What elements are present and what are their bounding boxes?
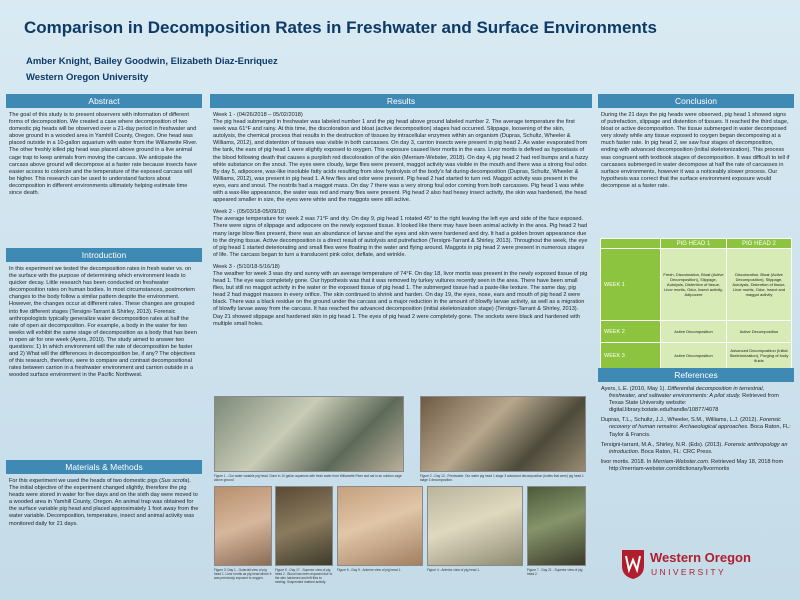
- references-heading: References: [598, 368, 794, 382]
- photo-b5: [527, 486, 586, 566]
- methods-section: [6, 460, 202, 532]
- references-section: [598, 368, 794, 480]
- caption-fig4: Figure 4 - Anterior view of pig head 1.: [427, 568, 480, 572]
- decomposition-table: [600, 238, 792, 369]
- caption-fig2: Figure 2 - Day 12 - Freshwater. Our water pig head 1 stage 3 advanced decomposition (turtles that were) pig head 1 stage 3 decomposition.: [420, 474, 584, 482]
- reference-item: Ayers, L.E. (2010, May 1). Differential decomposition in terrestrial, freshwater, and saltwater environments: A pilot study. Retrieved from Texas State University website: digital.library.txstate.edu/handle/10877/4078: [601, 386, 779, 414]
- caption-fig6: Figure 6 - Day 9 - Anterior view of pig head 1.: [337, 568, 402, 572]
- photo-b3: [337, 486, 423, 566]
- week2-title: Week 2 - (05/03/18-05/09/18): [213, 209, 286, 216]
- methods-text: For this experiment we used the heads of two domestic pigs (Sus scrofa). The initial objective of the experiment changed slightly, therefore the pig heads were stored in water for five days and on the sixth day were moved to a wooded area in Yamhill County, Oregon. An animal trap was obtained for the surface variable pig head and placed approximately 1 foot away from the water variable. Decomposition, temperature, insect and animal activity was monitored daily for 21 days.: [9, 478, 199, 527]
- abstract-section: [6, 94, 202, 201]
- caption-fig3: Figure 3: Day 1 - Outer/all view of pig head 1. Livor mortis as pig head where it was previously exposed to oxygen.: [214, 568, 272, 580]
- photo-b2: [275, 486, 333, 566]
- week3-text: The weather for week 3 was dry and sunny with an average temperature of 74°F. On day 18, livor mortis was present in the newly exposed tissue of pig head 1. The eye was completely gone. Our hypothesis was that it was removed by turkey vultures recently seen in the area. There have been small flies, but still no maggot activity in the water or the exposed tissue of pig head 1. The submerged tissue had a paste-like texture. The same day, pig head 2 had maggot masses in every orifice. The skin continued to shrink and harden. On day 19, the eyes, nose, ears and mouth of pig head 2 were black. There was a black residue on the ground under the carcass and a major reduction in the amount of blowfly larvae activity, as well as a migration of blowfly larvae away from the carcass. It has reached the advanced decomposition (initial skeletonization stage) (Tersigni-Tarrant & Shirley, 2013). Day 21 showed slippage and hardened skin in pig head 1. The eyes of pig head 2 were completely gone. The sockets were black and hardened with multiple small holes.: [213, 270, 588, 327]
- table-header-pig1: PIG HEAD 1: [661, 239, 727, 249]
- reference-item: Tersigni-tarrant, M.A., Shirley, N.R. (Eds). (2013). Forensic anthropology an introduction. Boca Raton, FL: CRC Press.: [601, 441, 788, 455]
- reference-item: livor mortis. 2018. In Merriam-Webster.com. Retrieved May 18, 2018 from http://merriam-webster.com/dictionary/livormortis: [601, 458, 784, 472]
- table-row: [601, 343, 792, 369]
- table-row: [601, 321, 792, 343]
- table-cell: Fresh, Discoloration, Bloat (Active Decomposition), Slippage, Autolysis, Distention of tissue, Livor mortis, Odor, Insect activity, Adipocere: [661, 249, 727, 321]
- methods-heading: Materials & Methods: [6, 460, 202, 474]
- logo-line2: UNIVERSITY: [651, 567, 727, 577]
- results-heading: Results: [210, 94, 592, 108]
- authors: Amber Knight, Bailey Goodwin, Elizabeth Diaz-Enriquez: [26, 56, 278, 67]
- abstract-text: The goal of this study is to present observers with information of different forms of decomposition. We created a case where decomposition of two domestic pig heads will be observed over a 21-day period in freshwater and above ground in a wooded area in Yamhill County, Oregon. One head was placed outside in a 10-gallon aquarium with water from the Willamette River. The other freshly killed pig head was placed above ground in a live animal cage trap to keep animals from moving the carcass. We anticipate the carcass above ground will decompose at a faster rate because insects have easier access to colonize and the temperature of the exposed carcass will be higher. This research can be used to understand factors about decomposition in different environments ultimately helping estimate time since death.: [9, 112, 198, 197]
- table-cell: Advanced Decomposition (Initial Skeletonization), Purging of body fluids: [726, 343, 791, 369]
- photo-b4: [427, 486, 523, 566]
- table-cell: Active Decomposition: [661, 321, 727, 343]
- table-cell: Discoloration, Bloat (Active Decomposition), Slippage, Autolysis, Distention of tissue, Livor mortis, Odor, Insect and maggot activity: [726, 249, 791, 321]
- table-header-empty: [601, 239, 661, 249]
- wou-logo: [620, 548, 760, 582]
- week2-text: The average temperature for week 2 was 71°F and dry. On day 9, pig head 1 rotated 45° to the right leaving the left eye and side of the face exposed. There were signs of slippage and adipocere on the newly exposed tissue. It looked like there may have been animal activity in the area. Pig head 2 had many large blow flies present, there was an abundance of larvae and the eyes and skin were hardened and dry. It had a golden brown appearance due to the drying tissue. Active decomposition is a direct result of autolysis and putrefaction (Tersigni-Tarrant & Shirley, 2013). Throughout the week, the eye of pig head 1 started deteriorating and small flies were floating in the water and flying around. Maggots in pig head 2 were present in numerous stages of life. The carcass began to turn a translucent pink color, deflate, and wrinkle.: [213, 216, 588, 258]
- conclusion-heading: Conclusion: [598, 94, 794, 108]
- caption-fig1: Figure 1 - Our water variable pig head. Done in 10 gallon aquarium with fresh water from Willamette River and sat in an outdoor cage above ground: [214, 474, 402, 482]
- introduction-text: In this experiment we tested the decomposition rates in fresh water vs. on the surface with the purpose of determining which environment leads to quicker decay. Little research has been conducted on freshwater decomposition rates on human bodies. In most circumstances, postmortem changes to the body follow a similar pattern despite the environment. However, the changes occur at different rates. These changes are grouped into five different stages (Tersigni-Tarrant & Shirley, 2013). Forensic anthropologists typically generalize water decomposition rates at half the rate of open air decomposition. For example, a body in the water for two weeks will exhibit the same stage of decomposition as a body that has been in open air for one week (Ayers, 2010). The study aimed to answer two questions: 1) In which environment will the rate of decomposition be faster and 2) What will the differences in decomposition be, if any? The objectives of this research, therefore, were to compare and contrast decompositional rates between carrion in a freshwater environment and carrion outside in a wooded surface environment in the Pacific Northwest.: [9, 266, 197, 379]
- table-row: [601, 249, 792, 321]
- photo-b1: [214, 486, 272, 566]
- reference-item: Dupras, T.L., Schultz, J.J., Wheeler, S.M., Williams, L.J. (2012). Forensic recovery of human remains: Archaeological approaches. Boca Raton, FL: Taylor & Francis.: [601, 417, 791, 438]
- wou-logo-icon: [620, 548, 646, 580]
- references-list: [598, 382, 794, 480]
- week1-text: The pig head submerged in freshwater was labeled number 1 and the pig head above ground labeled number 2. The average temperature the first week was 61°F and rainy. At this time, the discoloration and bloat (active decomposition) stages had occurred. Slippage, loosening of the skin, autolysis, the chemical process that results in the destruction of tissues by intracellular enzymes within an organism (Dupras, Schultz, Wheeler & Williams, 2012), and distention of tissues was visible in both carcasses. On day 3, carrion insects were present in pig head 2. As water evaporated from the tank, the ears of pig head 1 were slightly exposed to oxygen. This exposure caused livor mortis in the ears. Livor mortis is defined as hypostasis of the blood following death that causes a purplish red discoloration of the skin (Merriam-Webster, 2018). On day 4, pig head 2 had red bumps and a fuzzy white substance on the snout. The eyes were cloudy, large flies were present, maggot activity was visible in the mouth and there was a strong foul odor. By day 5, adipocere, wax-like insoluble fatty acids resulting from slow hydrolysis of the body's fat during decomposition (Dupras, Schultz, Wheeler & Williams, 2012), was present in pig head 1. A few flies and odor were present. Pig head 2 had started to turn red. Maggot activity was present in the eyes, ears and snout. The nostrils had a maggot mass. On day 7 there was a very strong foul odor coming from both carcasses. Pig head 1 was white with a wax-like appearance, the water was red and many flies were present. Pig head 2 also had heavy insect activity, the skin was hardened, the head appeared smaller in size, the eyes were white and the maggots were still active.: [213, 119, 589, 204]
- results-text: [210, 108, 592, 337]
- photo-cage: [420, 396, 586, 472]
- table-cell: Active Decomposition: [726, 321, 791, 343]
- conclusion-section: [598, 94, 794, 194]
- table-week: WEEK 2: [601, 321, 661, 343]
- table-header-pig2: PIG HEAD 2: [726, 239, 791, 249]
- introduction-heading: Introduction: [6, 248, 202, 262]
- caption-fig7: Figure 7 - Day 21 - Superior view of pig head 2.: [527, 568, 583, 576]
- abstract-heading: Abstract: [6, 94, 202, 108]
- table-week: WEEK 1: [601, 249, 661, 321]
- logo-line1: Western Oregon: [650, 550, 751, 565]
- conclusion-text: During the 21 days the pig heads were observed, pig head 1 showed signs of putrefaction, slippage and distention of tissues. It reached the third stage, bloat or active decomposition. The tissue submerged in water decomposed very slowly while any tissue exposed to oxygen began decomposing at a much faster rate. In pig head 2, we saw four stages of decomposition, ending with advanced decomposition (initial skeletonization). This process was congruent with textbook stages of decomposition. It was difficult to tell if carcasses submerged in water decompose at half the rate of carcasses in surface environments, however it was a noticeably slower process. Our hypothesis was correct that the surface environment exposure would decompose at a faster rate.: [601, 112, 790, 189]
- caption-fig5: Figure 5 - Day 17 - Superior view of pig head 2 . Blood has been exposed due to the skin hardened and left flies to nesting. Suspended marked activity.: [275, 568, 333, 584]
- results-section: [210, 94, 592, 337]
- photo-aquarium: [214, 396, 404, 472]
- table-cell: Active Decomposition: [661, 343, 727, 369]
- introduction-section: [6, 248, 202, 384]
- university: Western Oregon University: [26, 72, 149, 83]
- week1-title: Week 1 - (04/26/2018 – 05/02/2018): [213, 112, 303, 118]
- week3-title: Week 3 - (5/10/18-5/16/18): [213, 263, 280, 270]
- table-week: WEEK 3: [601, 343, 661, 369]
- poster-title: Comparison in Decomposition Rates in Freshwater and Surface Environments: [24, 18, 657, 37]
